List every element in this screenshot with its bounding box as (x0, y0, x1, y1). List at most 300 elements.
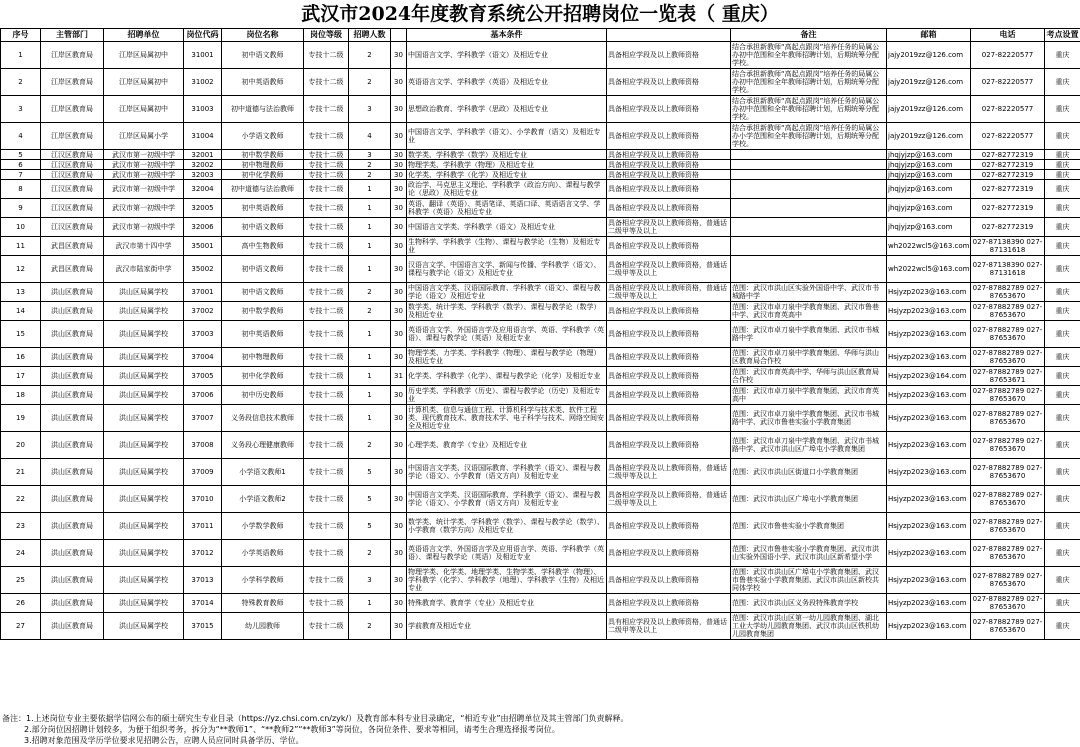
cell-exam-site: 重庆 (1045, 237, 1080, 256)
cell-hiring-count: 1 (349, 180, 391, 199)
cell-post-name: 小学英语教师 (222, 540, 304, 567)
cell-requirement-cert: 具备相应学段及以上教师资格 (607, 180, 731, 199)
cell-post-code: 31001 (184, 42, 222, 69)
cell-post-name: 初中化学教师 (222, 367, 304, 386)
cell-extra: 30 (391, 348, 407, 367)
cell-department: 洪山区教育局 (41, 432, 104, 459)
cell-phone: 027-87882789 027-87653670 (971, 613, 1045, 640)
cell-index: 13 (1, 283, 41, 302)
cell-index: 24 (1, 540, 41, 567)
cell-phone: 027-87882789 027-87653670 (971, 486, 1045, 513)
cell-exam-site: 重庆 (1045, 386, 1080, 405)
cell-requirement: 数学类、学科教学（数学）及相近专业 (407, 150, 607, 160)
footnote-line: 备注：1.上述岗位专业主要依据学信网公布的硕士研究生专业目录（https://yz.chsi.com.cn/zyk/）及教育部本科专业目录确定，“相近专业”由招聘单位及其主管部门负责解释。 (2, 714, 629, 723)
cell-post-name: 初中物理教师 (222, 160, 304, 170)
cell-requirement-cert: 具备相应学段及以上教师资格 (607, 237, 731, 256)
cell-extra: 30 (391, 459, 407, 486)
cell-email: jhqjyjzp@163.com (887, 199, 971, 218)
cell-requirement: 中国语言文学类、汉语国际教育、学科教学（语文）、课程与教学论（语文）及相近专业 (407, 283, 607, 302)
cell-email: Hsjyzp2023@163.com (887, 594, 971, 613)
cell-employer: 洪山区局属学校 (104, 432, 184, 459)
cell-post-code: 37009 (184, 459, 222, 486)
cell-exam-site: 重庆 (1045, 540, 1080, 567)
cell-post-level: 专技十二级 (304, 283, 349, 302)
table-row (1, 594, 1080, 613)
cell-department: 洪山区教育局 (41, 513, 104, 540)
cell-phone: 027-82772319 (971, 150, 1045, 160)
cell-post-level: 专技十二级 (304, 150, 349, 160)
cell-index: 25 (1, 567, 41, 594)
cell-employer: 武汉市第一初级中学 (104, 180, 184, 199)
cell-email: jajy2019zz@126.com (887, 96, 971, 123)
cell-post-name: 初中化学教师 (222, 170, 304, 180)
cell-email: jajy2019zz@126.com (887, 69, 971, 96)
column-header-post-name: 岗位名称 (222, 29, 304, 42)
cell-remarks (731, 237, 887, 256)
cell-exam-site: 重庆 (1045, 302, 1080, 321)
cell-requirement: 政治学、马克思主义理论、学科教学（政治方向）、课程与教学论（思政）及相近专业 (407, 180, 607, 199)
cell-exam-site: 重庆 (1045, 180, 1080, 199)
cell-requirement: 化学类、学科教学（化学）及相近专业 (407, 170, 607, 180)
page-title: 武汉市2024年度教育系统公开招聘岗位一览表（ 重庆） (301, 3, 779, 25)
cell-post-level: 专技十二级 (304, 613, 349, 640)
cell-requirement: 生物科学、学科教学（生物）、课程与教学论（生物）及相近专业 (407, 237, 607, 256)
cell-phone: 027-82220577 (971, 69, 1045, 96)
cell-email: Hsjyzp2023@163.com (887, 459, 971, 486)
table-row (1, 367, 1080, 386)
cell-email: Hsjyzp2023@163.com (887, 567, 971, 594)
cell-employer: 洪山区局属学校 (104, 367, 184, 386)
cell-post-code: 37013 (184, 567, 222, 594)
cell-hiring-count: 1 (349, 386, 391, 405)
table-row (1, 540, 1080, 567)
cell-email: Hsjyzp2023@163.com (887, 540, 971, 567)
cell-remarks: 结合承担新教师“高起点跟岗”培养任务的局属公办小学范围和全年教师招聘计划，后期统筹分配学校。 (731, 123, 887, 150)
cell-email: Hsjyzp2023@163.com (887, 283, 971, 302)
cell-index: 5 (1, 150, 41, 160)
footnotes (0, 713, 1080, 746)
cell-remarks (731, 180, 887, 199)
cell-index: 11 (1, 237, 41, 256)
cell-hiring-count: 2 (349, 302, 391, 321)
cell-requirement-cert: 具备相应学段及以上教师资格 (607, 150, 731, 160)
cell-requirement: 中国语言文学、学科教学（语文）、小学教育（语文）及相近专业 (407, 123, 607, 150)
cell-index: 17 (1, 367, 41, 386)
cell-employer: 洪山区局属学校 (104, 283, 184, 302)
cell-post-level: 专技十二级 (304, 42, 349, 69)
cell-post-name: 小学科学教师 (222, 567, 304, 594)
cell-remarks (731, 160, 887, 170)
cell-post-code: 31003 (184, 96, 222, 123)
cell-email: jhqjyjzp@163.com (887, 160, 971, 170)
cell-post-name: 初中道德与法治教师 (222, 180, 304, 199)
cell-employer: 武汉市第一初级中学 (104, 218, 184, 237)
cell-requirement: 思想政治教育、学科教学（思政）及相近专业 (407, 96, 607, 123)
cell-extra: 30 (391, 218, 407, 237)
cell-post-name: 初中语文教师 (222, 218, 304, 237)
cell-phone: 027-87138390 027-87131618 (971, 237, 1045, 256)
cell-requirement-cert: 具备相应学段及以上教师资格 (607, 199, 731, 218)
cell-exam-site: 重庆 (1045, 218, 1080, 237)
table-row (1, 199, 1080, 218)
cell-extra: 30 (391, 486, 407, 513)
cell-remarks: 范围：武汉市洪山区广埠屯小学教育集团 (731, 486, 887, 513)
cell-exam-site: 重庆 (1045, 405, 1080, 432)
cell-email: jajy2019zz@126.com (887, 123, 971, 150)
cell-employer: 武汉市第一初级中学 (104, 160, 184, 170)
cell-requirement-cert: 具备相应学段及以上教师资格 (607, 594, 731, 613)
cell-post-level: 专技十二级 (304, 540, 349, 567)
cell-department: 江岸区教育局 (41, 96, 104, 123)
cell-post-code: 37006 (184, 386, 222, 405)
table-row (1, 321, 1080, 348)
cell-hiring-count: 5 (349, 486, 391, 513)
cell-department: 洪山区教育局 (41, 321, 104, 348)
cell-hiring-count: 1 (349, 594, 391, 613)
cell-requirement: 物理学类、力学类、学科教学（物理）、课程与教学论（物理）及相近专业 (407, 348, 607, 367)
column-header-department: 主管部门 (41, 29, 104, 42)
cell-index: 1 (1, 42, 41, 69)
cell-extra: 30 (391, 69, 407, 96)
cell-department: 洪山区教育局 (41, 386, 104, 405)
cell-post-code: 37004 (184, 348, 222, 367)
cell-department: 江汉区教育局 (41, 160, 104, 170)
cell-email: Hsjyzp2023@163.com (887, 405, 971, 432)
cell-index: 21 (1, 459, 41, 486)
cell-post-name: 小学语文教师1 (222, 459, 304, 486)
cell-post-name: 初中英语教师 (222, 199, 304, 218)
cell-index: 3 (1, 96, 41, 123)
cell-index: 16 (1, 348, 41, 367)
cell-employer: 洪山区局属学校 (104, 459, 184, 486)
cell-phone: 027-82772319 (971, 170, 1045, 180)
table-row (1, 96, 1080, 123)
cell-requirement-cert: 具备相应学段及以上教师资格 (607, 69, 731, 96)
cell-remarks: 范围：武汉市洪山区实验外国语中学、武汉市书城路中学 (731, 283, 887, 302)
cell-employer: 洪山区局属学校 (104, 405, 184, 432)
cell-department: 洪山区教育局 (41, 459, 104, 486)
cell-post-code: 35001 (184, 237, 222, 256)
cell-hiring-count: 1 (349, 256, 391, 283)
cell-post-level: 专技十二级 (304, 432, 349, 459)
cell-requirement: 英语、翻译（英语）、英语笔译、英语口译、英语语言文学、学科教学（英语）及相近专业 (407, 199, 607, 218)
cell-post-code: 35002 (184, 256, 222, 283)
cell-employer: 武汉市第一初级中学 (104, 150, 184, 160)
cell-post-code: 37003 (184, 321, 222, 348)
cell-requirement-cert: 具备相应学段及以上教师资格 (607, 432, 731, 459)
table-row (1, 256, 1080, 283)
cell-phone: 027-87882789 027-87653670 (971, 386, 1045, 405)
cell-employer: 洪山区局属学校 (104, 613, 184, 640)
table-row (1, 69, 1080, 96)
table-row (1, 218, 1080, 237)
cell-department: 武昌区教育局 (41, 237, 104, 256)
cell-remarks: 范围：武汉市鲁巷实验小学教育集团、武汉市洪山实验外国语小学、武汉市洪山区新希望小学 (731, 540, 887, 567)
cell-requirement-cert: 具备相应学段及以上教师资格 (607, 160, 731, 170)
column-header-employer: 招聘单位 (104, 29, 184, 42)
cell-extra: 30 (391, 96, 407, 123)
cell-post-level: 专技十二级 (304, 96, 349, 123)
cell-email: Hsjyzp2023@163.com (887, 432, 971, 459)
cell-email: jhqjyjzp@163.com (887, 180, 971, 199)
cell-requirement-cert: 具备相应学段及以上教师资格 (607, 513, 731, 540)
cell-employer: 洪山区局属学校 (104, 386, 184, 405)
cell-requirement-cert: 具备相应学段及以上教师资格 (607, 302, 731, 321)
cell-exam-site: 重庆 (1045, 367, 1080, 386)
cell-requirement-cert: 具备相应学段及以上教师资格，普通话二级甲等及以上 (607, 218, 731, 237)
cell-extra: 30 (391, 594, 407, 613)
cell-index: 10 (1, 218, 41, 237)
cell-extra: 30 (391, 283, 407, 302)
cell-requirement: 英语语言文学、外国语言学及应用语言学、英语、学科教学（英语）、课程与教学论（英语）及相近专业 (407, 540, 607, 567)
cell-extra: 30 (391, 405, 407, 432)
footnote-line: 2.部分岗位因招聘计划较多，为便于组织考务，拆分为“**教师1”、“**教师2”“**教师3”等岗位，各岗位条件、要求等相同，请考生合理选择报考岗位。 (24, 725, 560, 734)
cell-remarks: 结合承担新教师“高起点跟岗”培养任务的局属公办初中范围和全年教师招聘计划，后期统筹分配学校。 (731, 69, 887, 96)
cell-remarks: 范围：武汉市鲁巷实验小学教育集团 (731, 513, 887, 540)
cell-exam-site: 重庆 (1045, 348, 1080, 367)
cell-email: Hsjyzp2023@164.com (887, 367, 971, 386)
cell-extra: 30 (391, 199, 407, 218)
cell-hiring-count: 3 (349, 96, 391, 123)
cell-post-level: 专技十二级 (304, 486, 349, 513)
cell-phone: 027-87138390 027-87131618 (971, 256, 1045, 283)
cell-hiring-count: 1 (349, 348, 391, 367)
cell-department: 洪山区教育局 (41, 302, 104, 321)
cell-department: 洪山区教育局 (41, 613, 104, 640)
cell-index: 26 (1, 594, 41, 613)
cell-requirement: 心理学类、教育学（专业）及相近专业 (407, 432, 607, 459)
cell-hiring-count: 1 (349, 218, 391, 237)
cell-extra: 30 (391, 237, 407, 256)
cell-post-name: 特殊教育教师 (222, 594, 304, 613)
cell-post-code: 37002 (184, 302, 222, 321)
cell-requirement-cert: 具备相应学段及以上教师资格 (607, 321, 731, 348)
table-row (1, 150, 1080, 160)
cell-department: 洪山区教育局 (41, 594, 104, 613)
cell-post-name: 初中英语教师 (222, 321, 304, 348)
table-row (1, 486, 1080, 513)
table-row (1, 459, 1080, 486)
cell-post-name: 初中英语教师 (222, 69, 304, 96)
cell-extra: 31 (391, 367, 407, 386)
cell-remarks (731, 218, 887, 237)
column-header-hiring-count: 招聘人数 (349, 29, 391, 42)
cell-remarks (731, 150, 887, 160)
cell-post-level: 专技十二级 (304, 160, 349, 170)
cell-department: 洪山区教育局 (41, 486, 104, 513)
cell-department: 洪山区教育局 (41, 540, 104, 567)
cell-post-code: 37014 (184, 594, 222, 613)
cell-extra: 30 (391, 123, 407, 150)
cell-exam-site: 重庆 (1045, 594, 1080, 613)
cell-exam-site: 重庆 (1045, 513, 1080, 540)
cell-hiring-count: 1 (349, 199, 391, 218)
column-header-exam-site: 考点设置 (1045, 29, 1080, 42)
cell-requirement: 数学类、统计学类、学科教学（数学）、课程与教学论（数学）、小学教育（数学方向）及相近专业 (407, 513, 607, 540)
cell-index: 4 (1, 123, 41, 150)
cell-phone: 027-87882789 027-87653670 (971, 405, 1045, 432)
cell-department: 江岸区教育局 (41, 123, 104, 150)
cell-email: Hsjyzp2023@163.com (887, 321, 971, 348)
cell-post-level: 专技十二级 (304, 218, 349, 237)
cell-post-level: 专技十二级 (304, 199, 349, 218)
cell-post-level: 专技十二级 (304, 69, 349, 96)
table-row (1, 42, 1080, 69)
table-row (1, 513, 1080, 540)
cell-remarks (731, 256, 887, 283)
cell-employer: 武汉市第十四中学 (104, 237, 184, 256)
cell-requirement: 特殊教育学、教育学（专业）及相近专业 (407, 594, 607, 613)
cell-post-code: 37011 (184, 513, 222, 540)
cell-requirement: 英语语言文学、外国语言学及应用语言学、英语、学科教学（英语）、课程与教学论（英语）及相近专业 (407, 321, 607, 348)
cell-phone: 027-82220577 (971, 123, 1045, 150)
cell-requirement: 中国语言文学类、汉语国际教育、学科教学（语文）、课程与教学论（语文）、小学教育（语文方向）及相近专业 (407, 486, 607, 513)
cell-hiring-count: 2 (349, 283, 391, 302)
cell-index: 12 (1, 256, 41, 283)
cell-post-name: 小学语文教师 (222, 123, 304, 150)
cell-hiring-count: 2 (349, 613, 391, 640)
cell-post-code: 37012 (184, 540, 222, 567)
cell-post-level: 专技十二级 (304, 386, 349, 405)
cell-email: jhqjyjzp@163.com (887, 150, 971, 160)
cell-hiring-count: 2 (349, 432, 391, 459)
cell-phone: 027-87882789 027-87653670 (971, 432, 1045, 459)
cell-post-code: 37005 (184, 367, 222, 386)
table-row (1, 567, 1080, 594)
cell-requirement: 中国语言文学、学科教学（语文）及相近专业 (407, 42, 607, 69)
cell-extra: 30 (391, 321, 407, 348)
cell-department: 江汉区教育局 (41, 199, 104, 218)
cell-post-name: 小学语文教师2 (222, 486, 304, 513)
cell-hiring-count: 2 (349, 540, 391, 567)
column-header-requirement: 基本条件 (407, 29, 607, 42)
cell-phone: 027-87882789 027-87653670 (971, 567, 1045, 594)
cell-department: 洪山区教育局 (41, 367, 104, 386)
cell-extra: 30 (391, 567, 407, 594)
cell-post-level: 专技十二级 (304, 237, 349, 256)
cell-department: 洪山区教育局 (41, 567, 104, 594)
cell-department: 洪山区教育局 (41, 283, 104, 302)
cell-exam-site: 重庆 (1045, 123, 1080, 150)
cell-exam-site: 重庆 (1045, 613, 1080, 640)
cell-email: Hsjyzp2023@163.com (887, 348, 971, 367)
column-header-index: 序号 (1, 29, 41, 42)
cell-department: 江汉区教育局 (41, 150, 104, 160)
cell-email: jhqjyjzp@163.com (887, 218, 971, 237)
cell-phone: 027-87882789 027-87653670 (971, 513, 1045, 540)
cell-post-code: 32002 (184, 160, 222, 170)
cell-post-name: 义务段心理健康教师 (222, 432, 304, 459)
cell-hiring-count: 1 (349, 237, 391, 256)
cell-post-name: 初中数学教师 (222, 150, 304, 160)
cell-post-level: 专技十二级 (304, 348, 349, 367)
cell-exam-site: 重庆 (1045, 42, 1080, 69)
cell-post-name: 初中语文教师 (222, 283, 304, 302)
cell-employer: 洪山区局属学校 (104, 302, 184, 321)
cell-index: 6 (1, 160, 41, 170)
cell-email: Hsjyzp2023@163.com (887, 386, 971, 405)
cell-email: Hsjyzp2023@163.com (887, 513, 971, 540)
cell-phone: 027-82772319 (971, 199, 1045, 218)
cell-exam-site: 重庆 (1045, 170, 1080, 180)
cell-extra: 30 (391, 613, 407, 640)
cell-employer: 洪山区局属学校 (104, 321, 184, 348)
cell-post-code: 31004 (184, 123, 222, 150)
cell-index: 9 (1, 199, 41, 218)
cell-post-code: 37007 (184, 405, 222, 432)
table-row (1, 302, 1080, 321)
cell-index: 23 (1, 513, 41, 540)
cell-requirement-cert: 具备相应学段及以上教师资格 (607, 123, 731, 150)
cell-employer: 江岸区局属初中 (104, 96, 184, 123)
cell-phone: 027-87882789 027-87653670 (971, 594, 1045, 613)
cell-hiring-count: 1 (349, 367, 391, 386)
cell-department: 江汉区教育局 (41, 170, 104, 180)
cell-index: 27 (1, 613, 41, 640)
cell-remarks: 范围：武汉市洪山区第一幼儿园教育集团、湖北工业大学幼儿园教育集团、武汉市洪山区铁机幼儿园教育集团 (731, 613, 887, 640)
column-header-post-code: 岗位代码 (184, 29, 222, 42)
cell-requirement: 汉语言文学、中国语言文学、新闻与传播、学科教学（语文）、课程与教学论（语文）及相近专业 (407, 256, 607, 283)
cell-department: 洪山区教育局 (41, 348, 104, 367)
cell-exam-site: 重庆 (1045, 199, 1080, 218)
table-header-row (1, 29, 1080, 42)
cell-phone: 027-82220577 (971, 96, 1045, 123)
cell-post-name: 初中物理教师 (222, 348, 304, 367)
cell-email: wh2022wcl5@163.com (887, 237, 971, 256)
cell-post-name: 初中语文教师 (222, 42, 304, 69)
cell-index: 18 (1, 386, 41, 405)
cell-post-level: 专技十二级 (304, 321, 349, 348)
cell-requirement: 物理学类、学科教学（物理）及相近专业 (407, 160, 607, 170)
cell-post-level: 专技十二级 (304, 302, 349, 321)
cell-requirement: 物理学类、化学类、地理学类、生物学类、学科教学（物理）、学科教学（化学）、学科教学（地理）、学科教学（生物）及相近专业 (407, 567, 607, 594)
cell-hiring-count: 5 (349, 513, 391, 540)
cell-employer: 洪山区局属学校 (104, 348, 184, 367)
cell-hiring-count: 3 (349, 567, 391, 594)
cell-extra: 30 (391, 513, 407, 540)
cell-requirement-cert: 具备相应学段及以上教师资格 (607, 96, 731, 123)
cell-requirement-cert: 具备相应学段及以上教师资格，普通话二级甲等及以上 (607, 459, 731, 486)
table-row (1, 170, 1080, 180)
cell-post-level: 专技十二级 (304, 180, 349, 199)
cell-requirement-cert: 具备相应学段及以上教师资格 (607, 170, 731, 180)
cell-requirement: 计算机类、信息与通信工程、计算机科学与技术类、软件工程类、现代教育技术、教育技术学、电子科学与技术、网络空间安全及相近专业 (407, 405, 607, 432)
cell-post-name: 高中生物教师 (222, 237, 304, 256)
cell-post-name: 幼儿园教师 (222, 613, 304, 640)
column-header-post-level: 岗位等级 (304, 29, 349, 42)
cell-employer: 武汉市陆家街中学 (104, 256, 184, 283)
table-row (1, 405, 1080, 432)
cell-remarks: 范围：武汉市卓刀泉中学教育集团、武汉市书城路中学 (731, 321, 887, 348)
cell-requirement: 数学类、统计学类、学科教学（数学）、课程与教学论（数学）及相近专业 (407, 302, 607, 321)
cell-exam-site: 重庆 (1045, 486, 1080, 513)
cell-hiring-count: 1 (349, 321, 391, 348)
cell-post-level: 专技十二级 (304, 256, 349, 283)
table-row (1, 386, 1080, 405)
cell-remarks: 结合承担新教师“高起点跟岗”培养任务的局属公办初中范围和全年教师招聘计划，后期统筹分配学校。 (731, 96, 887, 123)
cell-post-name: 初中历史教师 (222, 386, 304, 405)
cell-post-code: 32001 (184, 150, 222, 160)
cell-exam-site: 重庆 (1045, 283, 1080, 302)
cell-requirement: 中国语言文学类、学科教学（语文）及相近专业 (407, 218, 607, 237)
cell-requirement-cert: 具备相应学段及以上教师资格，普通话二级甲等及以上 (607, 283, 731, 302)
cell-employer: 洪山区局属学校 (104, 540, 184, 567)
cell-remarks: 结合承担新教师“高起点跟岗”培养任务的局属公办初中范围和全年教师招聘计划，后期统筹分配学校。 (731, 42, 887, 69)
cell-extra: 30 (391, 180, 407, 199)
cell-post-code: 32003 (184, 170, 222, 180)
cell-requirement-cert: 具备相应学段及以上教师资格，普通话二级甲等及以上 (607, 256, 731, 283)
cell-index: 22 (1, 486, 41, 513)
